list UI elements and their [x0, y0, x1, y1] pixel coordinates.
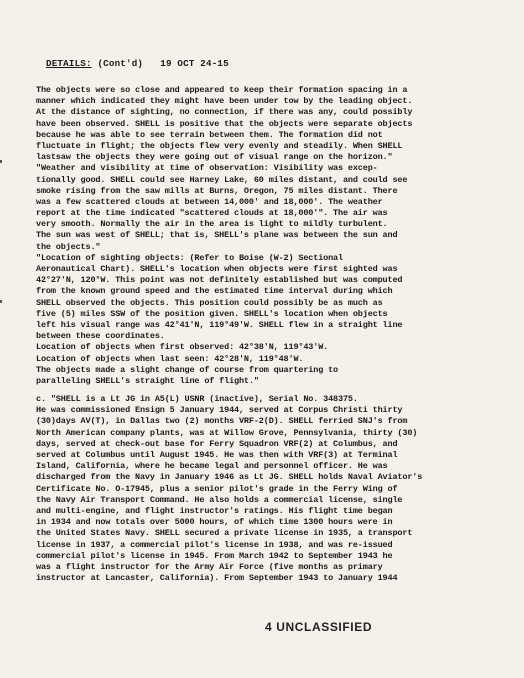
text-line: 42°27'N, 120°W. This point was not definitely established but was computed	[36, 275, 403, 286]
text-line: Location of objects when last seen: 42°28'N, 119°48'W.	[36, 353, 304, 364]
text-line: very smooth. Normally the air in the area is light to mildly turbulent.	[36, 219, 388, 230]
text-line: Aeronautical Chart). SHELL's location when objects were first sighted was	[36, 264, 398, 274]
continuation-label: (Cont'd)	[97, 58, 144, 69]
text-line: the Navy Air Transport Command. He also holds a commercial license, single	[36, 494, 403, 505]
text-line: The objects were so close and appeared to keep their formation spacing in a	[36, 85, 408, 95]
text-line: commercial pilot's license in 1945. From March 1942 to September 1943 he	[36, 550, 393, 561]
text-line: manner which indicated they might have been under tow by the leading object.	[36, 96, 413, 107]
text-line: "Location of sighting objects: (Refer to Boise (W-2) Sectional	[36, 252, 343, 263]
date-stamp: 19 OCT 24-15	[160, 58, 229, 69]
text-line: lastsaw the objects they were going out of visual range on the horizon."	[36, 152, 393, 163]
page-footer	[265, 620, 372, 634]
classification-stamp: UNCLASSIFIED	[276, 620, 373, 634]
text-line: Location of objects when first observed: 42°38'N, 119°43'W.	[36, 342, 329, 353]
text-line: because he was able to see terrain between them. The formation did not	[36, 129, 383, 140]
text-line: report at the time indicated "scattered clouds at 18,000'". The air was	[36, 208, 388, 219]
text-line: have been observed. SHELL is positive that the objects were separate objects	[36, 118, 413, 129]
text-line: was a few scattered clouds at between 14,000' and 18,000'. The weather	[36, 196, 383, 207]
text-line: tionally good. SHELL could see Harney Lake, 60 miles distant, and could see	[36, 174, 408, 185]
page-header	[46, 58, 490, 69]
paragraph-gap	[36, 387, 490, 394]
document-body	[36, 85, 490, 584]
text-line: Certificate No. O-17945, plus a senior pilot's grade in the Ferry Wing of	[36, 483, 398, 494]
text-line: North American company plants, was at Willow Grove, Pennsylvania, thirty (30)	[36, 427, 418, 438]
text-line: At the distance of sighting, no connection, if there was any, could possibly	[36, 107, 413, 118]
paragraph	[36, 163, 490, 253]
text-line: served at Columbus until August 1945. He was then with VRF(3) at Terminal	[36, 450, 398, 460]
text-line: five (5) miles SSW of the position given. SHELL's location when objects	[36, 308, 388, 319]
text-line: the objects."	[36, 241, 101, 252]
text-line: smoke rising from the saw mills at Burns, Oregon, 75 miles distant. There	[36, 185, 398, 196]
paragraph	[36, 253, 490, 387]
text-line: "Weather and visibility at time of observation: Visibility was excep-	[36, 163, 378, 174]
text-line: SHELL observed the objects. This position could possibly be as much as	[36, 297, 383, 308]
text-line: The sun was west of SHELL; that is, SHELL's plane was between the sun and	[36, 230, 398, 241]
text-line: (30)days AV(T), in Dallas two (2) months VRF-2(D). SHELL ferried SNJ's from	[36, 416, 408, 427]
text-line: discharged from the Navy in January 1946 as Lt JG. SHELL holds Naval Aviator's	[36, 472, 423, 483]
text-line: and multi-engine, and flight instructor's ratings. His flight time began	[36, 505, 393, 516]
text-line: He was commissioned Ensign 5 January 1944, served at Corpus Christi thirty	[36, 405, 403, 416]
text-line: c. "SHELL is a Lt JG in A5(L) USNR (inactive), Serial No. 348375.	[36, 394, 358, 405]
text-line: The objects made a slight change of course from quartering to	[36, 364, 339, 375]
text-line: instructor at Lancaster, California). From September 1943 to January 1944	[36, 573, 398, 584]
text-line: days, served at check-out base for Ferry Squadron VRF(2) at Columbus, and	[36, 438, 398, 449]
paragraph	[36, 85, 490, 163]
paragraph	[36, 394, 490, 584]
details-label: DETAILS:	[46, 58, 92, 69]
text-line: Island, California, where he became legal and personnel officer. He was	[36, 461, 388, 472]
binding-mark	[0, 300, 2, 303]
text-line: paralleling SHELL's straight line of flight."	[36, 375, 259, 386]
text-line: license in 1937, a commercial pilot's license in 1938, and was re-issued	[36, 539, 393, 550]
text-line: between these coordinates.	[36, 331, 165, 342]
text-line: was a flight instructor for the Army Air Force (five months as primary	[36, 561, 383, 572]
page-number: 4	[265, 620, 273, 634]
text-line: left his visual range was 42°41'N, 119°49'W. SHELL flew in a straight line	[36, 319, 403, 330]
text-line: from the known ground speed and the estimated time interval during which	[36, 286, 393, 297]
text-line: fluctuate in flight; the objects flew very evenly and steadily. When SHELL	[36, 140, 403, 151]
text-line: in 1934 and now totals over 5000 hours, of which time 1300 hours were in	[36, 517, 393, 528]
binding-mark	[0, 160, 2, 163]
text-line: the United States Navy. SHELL secured a private license in 1935, a transport	[36, 528, 413, 539]
